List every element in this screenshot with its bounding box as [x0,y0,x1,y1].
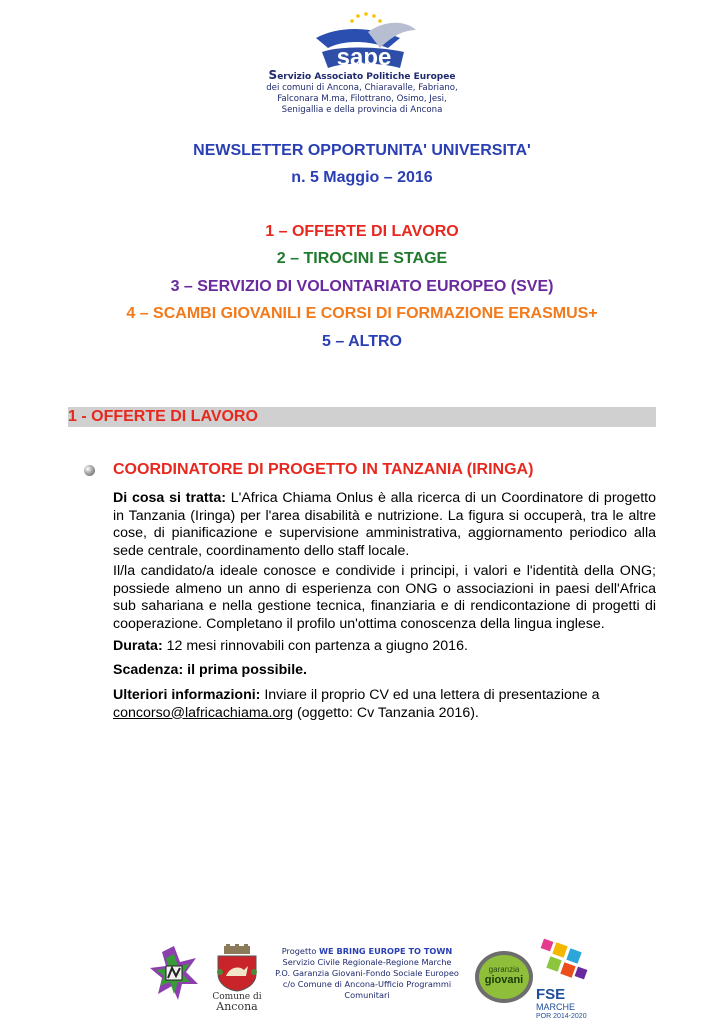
what-label: Di cosa si tratta: [113,490,226,506]
svg-text:giovani: giovani [484,974,524,986]
org-name: Servizio Associato Politiche Europee [268,68,456,82]
newsletter-title: NEWSLETTER OPPORTUNITA' UNIVERSITA' [193,142,531,159]
email-link[interactable]: concorso@lafricachiama.org [113,704,293,721]
org-description [0,70,724,116]
job-profile: Il/la candidato/a ideale conosce e condivide i principi, i valori e l'identità della ONG; possiede almeno un anno di esperienza con ONG o associazioni in paesi dell'Africa sub sahariana e nella gestione tecnica, finanziaria e di rendicontazione di progetti di cooperazione. Completano il profilo un'ottima conoscenza della lingua inglese. [113,563,656,632]
job-deadline [113,662,656,680]
info-text: Inviare il proprio CV ed una lettera di presentazione a [260,687,600,703]
fse-text: FSE [536,986,566,1003]
footer-line: c/o Comune di Ancona-Ufficio Programmi Comunitari [282,979,452,1000]
info-tail: (oggetto: Cv Tanzania 2016). [293,704,479,721]
job-info [113,687,656,722]
deadline-label: Scadenza: [113,662,184,678]
footer-project-info [262,946,472,1001]
footer-project-line: Progetto WE BRING EUROPE TO TOWN [281,946,453,956]
toc-item-tirocini[interactable]: 2 – TIROCINI E STAGE [276,250,448,267]
job-duration [113,638,656,656]
info-label: Ulteriori informazioni: [113,687,261,703]
logo-wordmark: sape [336,44,392,71]
por-text: POR 2014-2020 [536,1013,587,1020]
bullet-icon [84,465,95,476]
fse-label [536,988,606,1021]
ancona-label: Comune di Ancona [212,992,262,1013]
deadline-text: il prima possibile. [183,662,307,678]
toc-item-scambi[interactable]: 4 – SCAMBI GIOVANILI E CORSI DI FORMAZIONE ERASMUS+ [126,305,598,322]
duration-text: 12 mesi rinnovabili con partenza a giugno 2016. [162,638,468,654]
duration-label: Durata: [113,638,163,654]
marche-text: MARCHE [536,1002,576,1012]
toc-item-altro[interactable]: 5 – ALTRO [321,333,402,350]
svg-text:garanzia: garanzia [488,965,520,974]
garanzia-giovani-logo [474,950,534,1004]
sape-logo [308,8,418,76]
servizio-civile-logo [148,944,200,1006]
org-line: Falconara M.ma, Filottrano, Osimo, Jesi, [277,94,447,104]
footer-line: Servizio Civile Regionale-Regione Marche [282,957,452,967]
job-title: COORDINATORE DI PROGETTO IN TANZANIA (IRINGA) [113,461,534,478]
org-line: dei comuni di Ancona, Chiaravalle, Fabriano, [266,83,458,93]
issue-title: n. 5 Maggio – 2016 [291,169,433,186]
footer-line: P.O. Garanzia Giovani-Fondo Sociale Europeo [275,968,459,978]
toc-item-lavoro[interactable]: 1 – OFFERTE DI LAVORO [265,223,459,240]
section-header-lavoro: 1 - OFFERTE DI LAVORO [68,407,656,427]
fse-marche-logo [540,938,592,988]
org-line: Senigallia e della provincia di Ancona [281,105,443,115]
what-text: L'Africa Chiama Onlus è alla ricerca di un Coordinatore di progetto in Tanzania (Iringa) per l'area disabilità e nutrizione. La figura si occuperà, tra le altre cose, di pianificazione e supervisione amministrativa, aggiornamento periodico alla sede centrale, coordinamento dello staff locale. [113,490,656,559]
toc-item-sve[interactable]: 3 – SERVIZIO DI VOLONTARIATO EUROPEO (SVE) [170,278,554,295]
job-description [113,490,656,560]
ancona-coat-of-arms [214,944,260,992]
